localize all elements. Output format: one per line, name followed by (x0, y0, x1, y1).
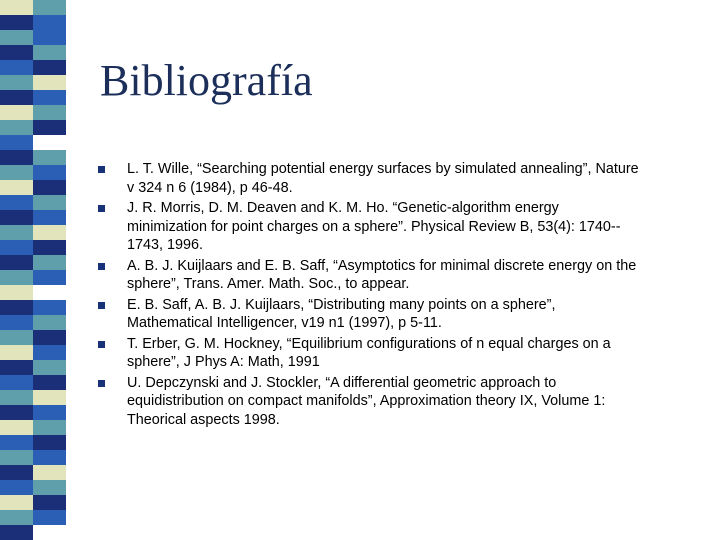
decorative-stripe-bar (0, 0, 66, 540)
stripe-cell (0, 390, 33, 405)
stripe-row (0, 135, 66, 150)
stripe-cell (0, 30, 33, 45)
stripe-row (0, 105, 66, 120)
stripe-cell (0, 90, 33, 105)
reference-line: equidistribution on compact manifolds”, Approximation theory IX, Volume 1: (127, 393, 606, 409)
reference-line: T. Erber, G. M. Hockney, “Equilibrium configurations of n equal charges on a (127, 335, 611, 352)
stripe-cell (33, 30, 66, 45)
reference-line: minimization for point charges on a sphere”. Physical Review B, 53(4): 1740-- (127, 218, 621, 235)
stripe-row (0, 60, 66, 75)
stripe-cell (33, 120, 66, 135)
reference-item (98, 199, 702, 255)
stripe-row (0, 480, 66, 495)
stripe-cell (33, 510, 66, 525)
reference-line: sphere”, J Phys A: Math, 1991 (127, 354, 320, 370)
stripe-cell (33, 345, 66, 360)
stripe-cell (0, 300, 33, 315)
stripe-cell (33, 225, 66, 240)
stripe-row (0, 0, 66, 15)
stripe-cell (0, 165, 33, 180)
stripe-cell (33, 360, 66, 375)
stripe-cell (33, 210, 66, 225)
square-bullet-icon (98, 263, 105, 270)
reference-item (98, 296, 702, 333)
reference-item (98, 335, 702, 372)
stripe-cell (0, 60, 33, 75)
stripe-row (0, 315, 66, 330)
stripe-cell (33, 195, 66, 210)
stripe-cell (33, 15, 66, 30)
stripe-cell (0, 345, 33, 360)
stripe-cell (0, 420, 33, 435)
reference-line: J. R. Morris, D. M. Deaven and K. M. Ho. “Genetic-algorithm energy (127, 200, 559, 216)
stripe-cell (0, 480, 33, 495)
stripe-row (0, 360, 66, 375)
stripe-cell (0, 435, 33, 450)
reference-line: Mathematical Intelligencer, v19 n1 (1997), p 5-11. (127, 315, 442, 331)
stripe-cell (0, 525, 33, 540)
stripe-cell (33, 180, 66, 195)
reference-item (98, 160, 702, 197)
stripe-cell (33, 405, 66, 420)
stripe-row (0, 30, 66, 45)
stripe-cell (0, 510, 33, 525)
stripe-row (0, 15, 66, 30)
stripe-row (0, 420, 66, 435)
reference-line: sphere”, Trans. Amer. Math. Soc., to appear. (127, 276, 410, 292)
stripe-row (0, 255, 66, 270)
stripe-cell (0, 150, 33, 165)
reference-line: 1743, 1996. (127, 237, 204, 253)
square-bullet-icon (98, 205, 105, 212)
stripe-row (0, 465, 66, 480)
stripe-row (0, 90, 66, 105)
stripe-row (0, 435, 66, 450)
stripe-cell (0, 315, 33, 330)
stripe-cell (33, 255, 66, 270)
stripe-cell (0, 285, 33, 300)
reference-list (98, 160, 702, 431)
stripe-row (0, 210, 66, 225)
stripe-cell (33, 480, 66, 495)
stripe-cell (33, 150, 66, 165)
stripe-cell (0, 330, 33, 345)
stripe-cell (0, 75, 33, 90)
stripe-cell (0, 120, 33, 135)
square-bullet-icon (98, 341, 105, 348)
stripe-cell (0, 225, 33, 240)
stripe-cell (33, 75, 66, 90)
stripe-cell (33, 240, 66, 255)
stripe-cell (33, 435, 66, 450)
stripe-cell (0, 450, 33, 465)
stripe-cell (33, 300, 66, 315)
stripe-cell (33, 60, 66, 75)
square-bullet-icon (98, 166, 105, 173)
stripe-row (0, 330, 66, 345)
stripe-cell (33, 315, 66, 330)
reference-line: U. Depczynski and J. Stockler, “A differential geometric approach to (127, 374, 557, 391)
stripe-cell (0, 270, 33, 285)
stripe-row (0, 525, 66, 540)
stripe-cell (33, 375, 66, 390)
stripe-cell (33, 270, 66, 285)
stripe-cell (33, 420, 66, 435)
stripe-cell (33, 165, 66, 180)
stripe-row (0, 510, 66, 525)
stripe-cell (33, 495, 66, 510)
stripe-cell (0, 495, 33, 510)
stripe-cell (0, 465, 33, 480)
stripe-row (0, 120, 66, 135)
reference-line: Theorical aspects 1998. (127, 411, 280, 428)
stripe-row (0, 180, 66, 195)
stripe-row (0, 405, 66, 420)
stripe-cell (0, 180, 33, 195)
stripe-row (0, 390, 66, 405)
stripe-row (0, 495, 66, 510)
stripe-row (0, 285, 66, 300)
stripe-row (0, 45, 66, 60)
stripe-cell (33, 285, 66, 300)
square-bullet-icon (98, 380, 105, 387)
stripe-cell (0, 405, 33, 420)
stripe-cell (0, 360, 33, 375)
stripe-row (0, 165, 66, 180)
stripe-cell (0, 210, 33, 225)
stripe-row (0, 150, 66, 165)
slide-title: Bibliografía (100, 56, 313, 105)
stripe-cell (33, 525, 66, 540)
stripe-cell (33, 0, 66, 15)
stripe-row (0, 225, 66, 240)
stripe-cell (0, 375, 33, 390)
stripe-cell (33, 450, 66, 465)
stripe-cell (0, 255, 33, 270)
stripe-row (0, 240, 66, 255)
reference-line: A. B. J. Kuijlaars and E. B. Saff, “Asymptotics for minimal discrete energy on the (127, 257, 637, 274)
stripe-cell (33, 330, 66, 345)
stripe-cell (0, 105, 33, 120)
stripe-row (0, 270, 66, 285)
reference-line: v 324 n 6 (1984), p 46-48. (127, 179, 293, 196)
stripe-cell (0, 195, 33, 210)
stripe-row (0, 75, 66, 90)
stripe-cell (33, 105, 66, 120)
reference-line: E. B. Saff, A. B. J. Kuijlaars, “Distributing many points on a sphere”, (127, 296, 556, 313)
stripe-cell (33, 90, 66, 105)
stripe-row (0, 345, 66, 360)
stripe-cell (0, 0, 33, 15)
stripe-cell (33, 135, 66, 150)
stripe-cell (0, 135, 33, 150)
stripe-cell (0, 15, 33, 30)
square-bullet-icon (98, 302, 105, 309)
stripe-row (0, 450, 66, 465)
stripe-cell (33, 390, 66, 405)
stripe-cell (33, 45, 66, 60)
reference-item (98, 257, 702, 294)
reference-item (98, 374, 702, 430)
stripe-row (0, 375, 66, 390)
stripe-cell (0, 240, 33, 255)
reference-line: L. T. Wille, “Searching potential energy surfaces by simulated annealing”, Nature (127, 161, 639, 177)
stripe-cell (0, 45, 33, 60)
stripe-cell (33, 465, 66, 480)
stripe-row (0, 195, 66, 210)
stripe-row (0, 300, 66, 315)
